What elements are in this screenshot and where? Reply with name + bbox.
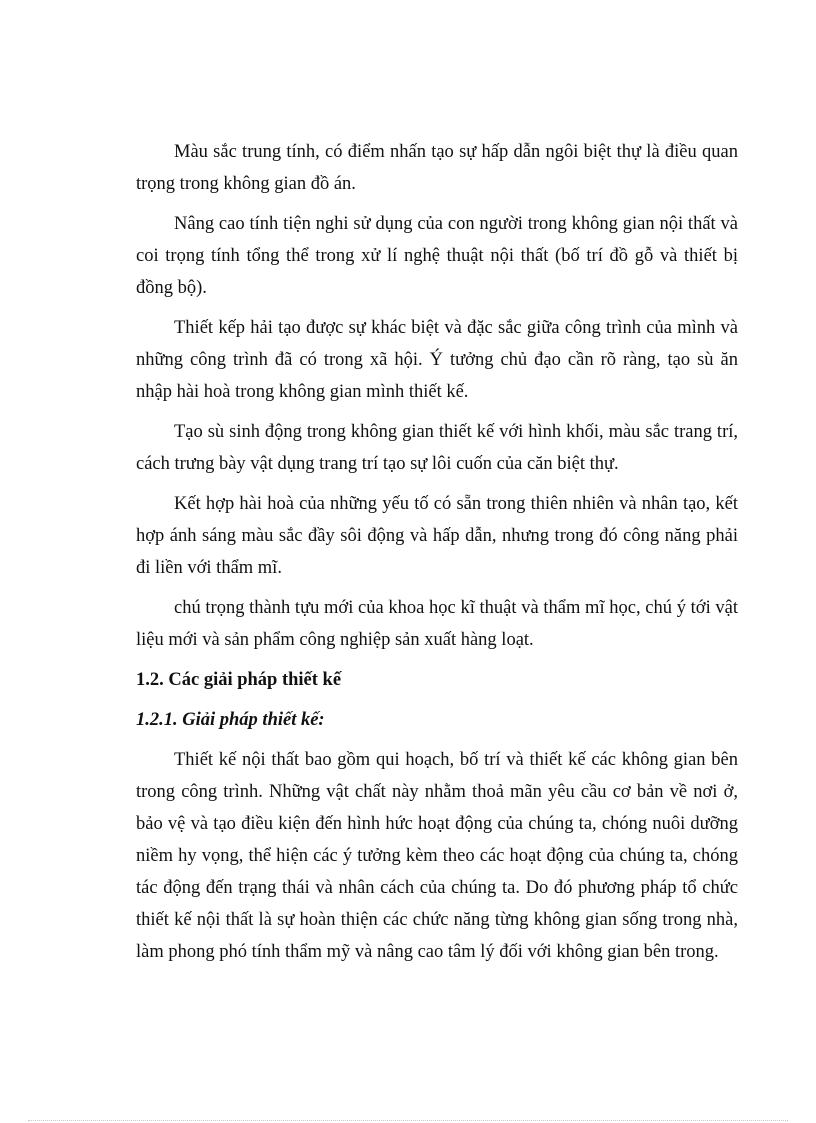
- paragraph-comfort: Nâng cao tính tiện nghi sử dụng của con người trong không gian nội thất và coi trọng tính tổng thể trong xử lí nghệ thuật nội thất (bố trí đồ gỗ và thiết bị đồng bộ).: [136, 214, 738, 298]
- paragraph-neutral-colors: Màu sắc trung tính, có điểm nhấn tạo sự hấp dẫn ngôi biệt thự là điều quan trọng trong không gian đồ án.: [136, 142, 738, 194]
- paragraph-harmony: Kết hợp hài hoà của những yếu tố có sẵn trong thiên nhiên và nhân tạo, kết hợp ánh sáng màu sắc đầy sôi động và hấp dẫn, nhưng trong đó công năng phải đi liền với thẩm mĩ.: [136, 494, 738, 578]
- paragraph-distinction: Thiết kếp hải tạo được sự khác biệt và đặc sắc giữa công trình của mình và những công trình đã có trong xã hội. Ý tưởng chủ đạo cần rõ ràng, tạo sù ăn nhập hài hoà trong không gian mình thiết kế.: [136, 318, 738, 402]
- page-bottom-divider: [28, 1120, 788, 1121]
- paragraph-liveliness: Tạo sù sinh động trong không gian thiết kế với hình khối, màu sắc trang trí, cách trưng bày vật dụng trang trí tạo sự lôi cuốn của căn biệt thự.: [136, 422, 738, 474]
- subsection-heading: 1.2.1. Giải pháp thiết kế:: [136, 710, 325, 730]
- paragraph-technology: chú trọng thành tựu mới của khoa học kĩ thuật và thẩm mĩ học, chú ý tới vật liệu mới và sản phẩm công nghiệp sản xuất hàng loạt.: [136, 598, 738, 650]
- paragraph-interior-design: Thiết kế nội thất bao gồm qui hoạch, bố trí và thiết kế các không gian bên trong công trình. Những vật chất này nhằm thoả mãn yêu cầu cơ bản về nơi ở, bảo vệ và tạo điều kiện đến hình hức hoạt động của chúng ta, chóng nuôi dưỡng niềm hy vọng, thể hiện các ý tưởng kèm theo các hoạt động của chúng ta, chóng tác động đến trạng thái và nhân cách của chúng ta. Do đó phương pháp tổ chức thiết kế nội thất là sự hoàn thiện các chức năng từng không gian sống trong nhà, làm phong phó tính thẩm mỹ và nâng cao tâm lý đối với không gian bên trong.: [136, 750, 738, 962]
- section-heading: 1.2. Các giải pháp thiết kế: [136, 670, 342, 690]
- page-content: [136, 136, 738, 976]
